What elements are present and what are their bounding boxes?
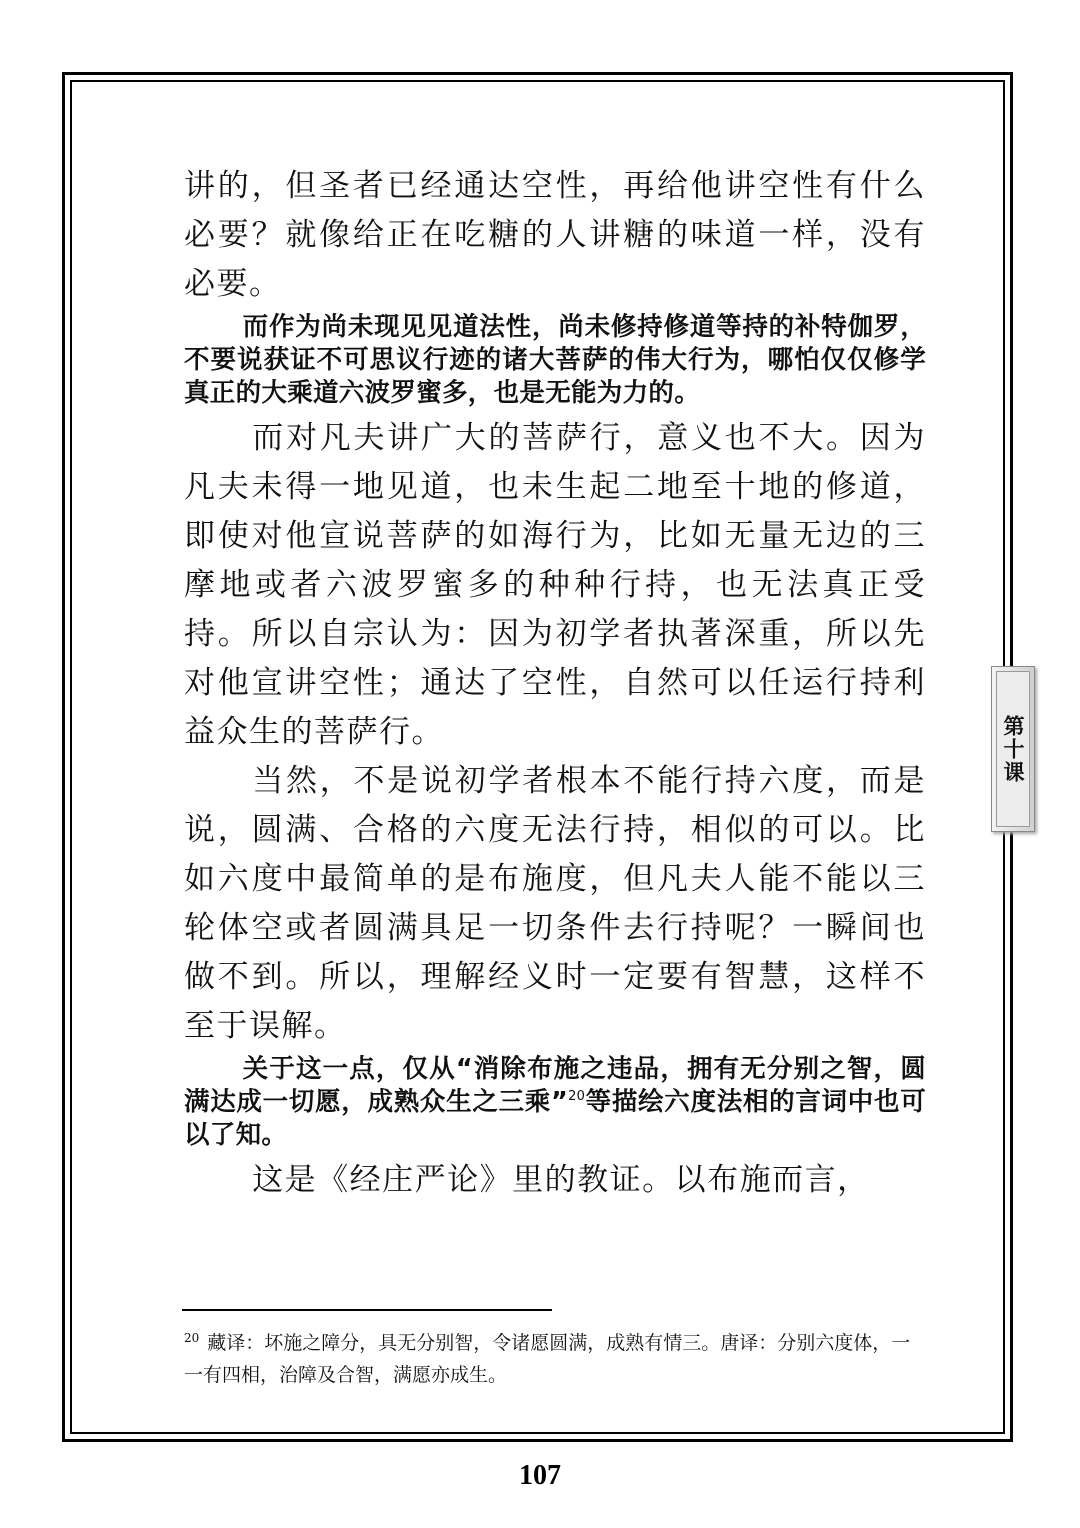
footnote-text: 藏译：坏施之障分，具无分别智，令诸愿圆满，成熟有情三。唐译：分别六度体，一一有四相，治障及合智，满愿亦成生。 [184, 1332, 911, 1386]
chapter-side-tab [991, 666, 1035, 832]
chapter-label: 第十课 [1001, 714, 1026, 784]
footnote-divider [182, 1309, 552, 1311]
page-number: 107 [519, 1460, 561, 1491]
bold-quote-paragraph [184, 1053, 926, 1152]
footnote-number: 20 [184, 1331, 200, 1345]
paragraph-4: 当然，不是说初学者根本不能行持六度，而是说，圆满、合格的六度无法行持，相似的可以。比如六度中最简单的是布施度，但凡夫人能不能以三轮体空或者圆满具足一切条件去行持呢？一瞬间也做不到。所以，理解经义时一定要有智慧，这样不至于误解。 [184, 763, 926, 1044]
footnote [184, 1322, 924, 1391]
paragraph-2-bold: 而作为尚未现见见道法性，尚未修持修道等持的补特伽罗，不要说获证不可思议行迹的诸大菩萨的伟大行为，哪怕仅仅修学真正的大乘道六波罗蜜多，也是无能为力的。 [184, 312, 926, 408]
paragraph-3: 而对凡夫讲广大的菩萨行，意义也不大。因为凡夫未得一地见道，也未生起二地至十地的修道，即使对他宣说菩萨的如海行为，比如无量无边的三摩地或者六波罗蜜多的种种行持，也无法真正受持。所以自宗认为：因为初学者执著深重，所以先对他宣讲空性；通达了空性，自然可以任运行持利益众生的菩萨行。 [184, 420, 926, 750]
body-text [184, 162, 926, 1205]
quote-text-after: 等描绘六度法相的言词中也可以了知。 [184, 1087, 926, 1150]
last-paragraph: 这是《经庄严论》里的教证。以布施而言， [252, 1162, 870, 1198]
quote-text-before: 关于这一点，仅从“消除布施之违品，拥有无分别之智，圆满达成一切愿，成熟众生之三乘” [184, 1054, 926, 1117]
paragraph-1: 讲的，但圣者已经通达空性，再给他讲空性有什么必要？就像给正在吃糖的人讲糖的味道一样，没有必要。 [184, 168, 926, 302]
footnote-reference[interactable]: 20 [568, 1089, 586, 1104]
